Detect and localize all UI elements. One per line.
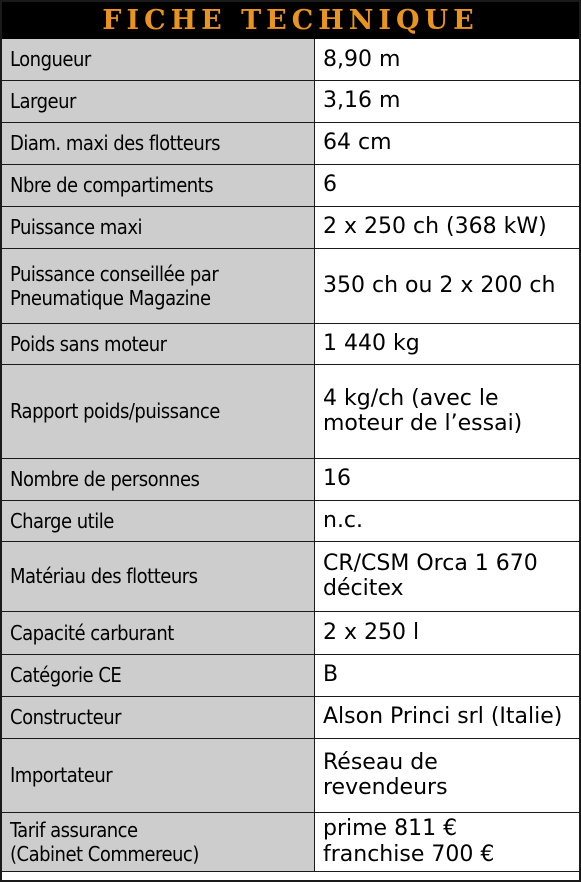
- spec-label: Matériau des flotteurs: [2, 541, 315, 611]
- spec-row: [2, 696, 579, 738]
- spec-row: [2, 500, 579, 541]
- spec-row: [2, 80, 579, 122]
- spec-label: Tarif assurance (Cabinet Commereuc): [2, 812, 315, 871]
- spec-label: Importateur: [2, 738, 315, 812]
- spec-row: [2, 206, 579, 248]
- spec-label: Puissance conseillée par Pneumatique Magazine: [2, 248, 315, 323]
- spec-value: B: [315, 654, 580, 696]
- spec-value: Alson Princi srl (Italie): [315, 696, 580, 738]
- spec-label: Capacité carburant: [2, 611, 315, 654]
- spec-row: [2, 248, 579, 323]
- spec-value: 2 x 250 ch (368 kW): [315, 206, 580, 248]
- spec-value: 6: [315, 164, 580, 206]
- spec-value: 8,90 m: [315, 39, 580, 80]
- spec-row: [2, 364, 579, 458]
- spec-row: [2, 611, 579, 654]
- spec-row: [2, 39, 579, 80]
- spec-label: Rapport poids/puissance: [2, 364, 315, 458]
- spec-label: Longueur: [2, 39, 315, 80]
- spec-value: prime 811 € franchise 700 €: [315, 812, 580, 871]
- spec-row: [2, 812, 579, 871]
- spec-label: Poids sans moteur: [2, 323, 315, 364]
- spec-value: 3,16 m: [315, 80, 580, 122]
- spec-row: [2, 164, 579, 206]
- spec-row: [2, 541, 579, 611]
- spec-value: 2 x 250 l: [315, 611, 580, 654]
- spec-label: Puissance maxi: [2, 206, 315, 248]
- spec-row: [2, 122, 579, 164]
- spec-row: [2, 738, 579, 812]
- spec-row: [2, 458, 579, 500]
- spec-value: 16: [315, 458, 580, 500]
- spec-label: Catégorie CE: [2, 654, 315, 696]
- spec-label: Nbre de compartiments: [2, 164, 315, 206]
- spec-value: Réseau de revendeurs: [315, 738, 580, 812]
- spec-value: 1 440 kg: [315, 323, 580, 364]
- spec-label: Charge utile: [2, 500, 315, 541]
- spec-value: n.c.: [315, 500, 580, 541]
- spec-table: [2, 39, 579, 872]
- spec-value: 4 kg/ch (avec le moteur de l’essai): [315, 364, 580, 458]
- spec-value: 64 cm: [315, 122, 580, 164]
- spec-row: [2, 323, 579, 364]
- spec-label: Largeur: [2, 80, 315, 122]
- spec-label: Constructeur: [2, 696, 315, 738]
- spec-label: Diam. maxi des flotteurs: [2, 122, 315, 164]
- spec-label: Nombre de personnes: [2, 458, 315, 500]
- spec-value: 350 ch ou 2 x 200 ch: [315, 248, 580, 323]
- sheet-title: FICHE TECHNIQUE: [2, 2, 579, 39]
- spec-value: CR/CSM Orca 1 670 décitex: [315, 541, 580, 611]
- spec-row: [2, 654, 579, 696]
